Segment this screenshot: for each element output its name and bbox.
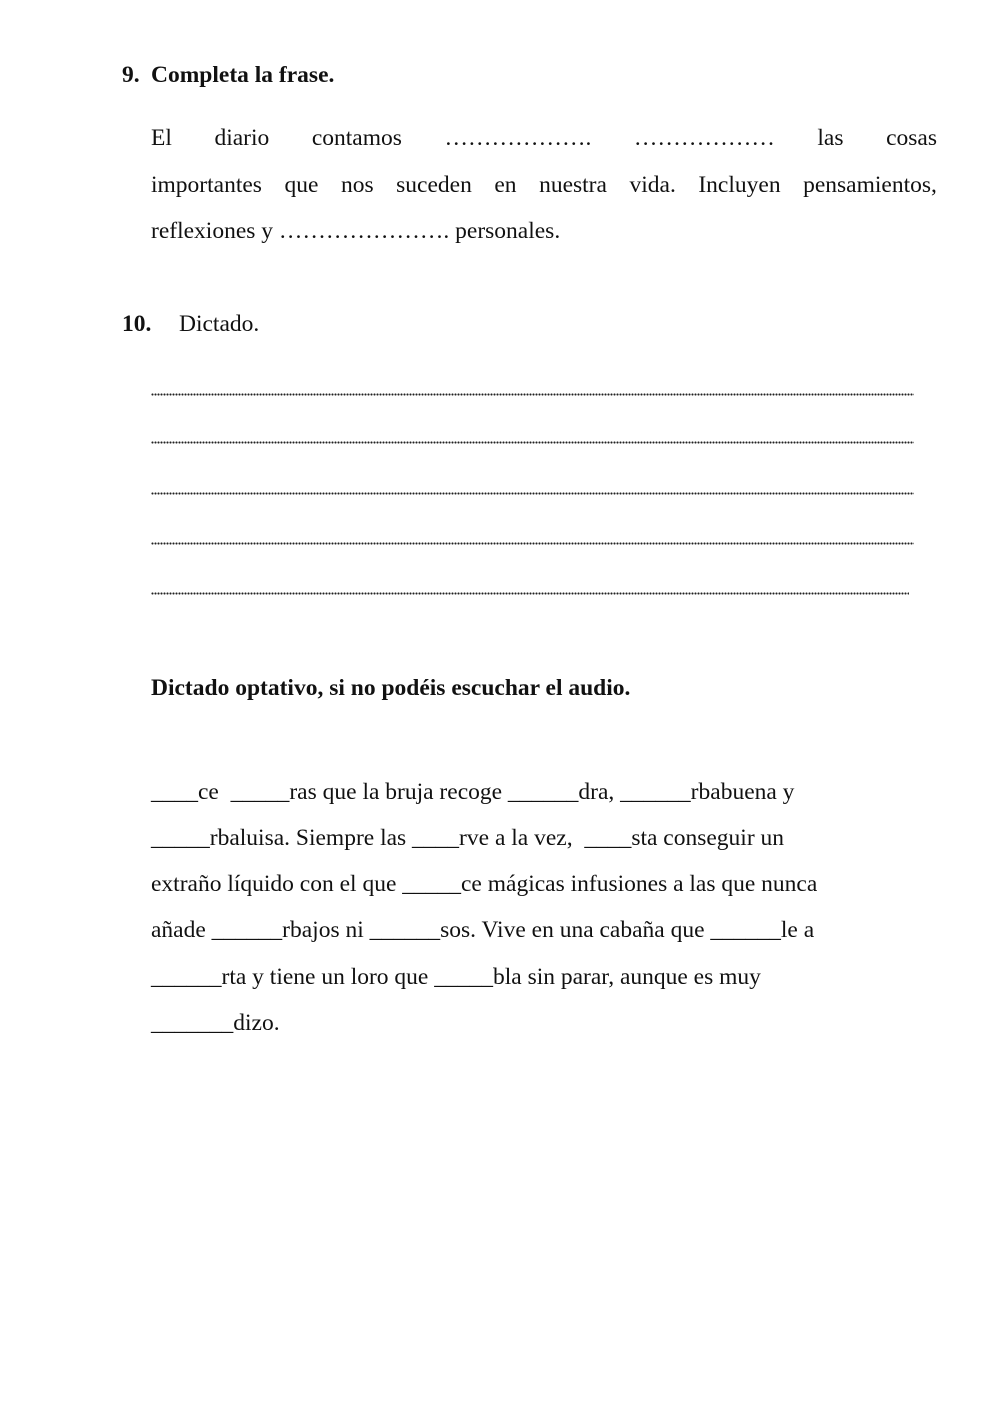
question-9-heading [122, 62, 334, 89]
word: las [817, 125, 844, 151]
question-9-line-1 [151, 125, 937, 152]
word: El [151, 125, 172, 151]
optional-dictation-title: Dictado optativo, si no podéis escuchar el audio. [151, 675, 631, 701]
question-9-number: 9. [122, 62, 140, 88]
dictation-line-1: ____ce _____ras que la bruja recoge ______dra, ______rbabuena y [151, 779, 795, 805]
word: contamos [311, 125, 402, 151]
word: en [494, 172, 517, 198]
word: nuestra [539, 172, 607, 198]
word: diario [214, 125, 270, 151]
blank-dots-1[interactable]: ………………. [444, 125, 592, 151]
question-10-heading [122, 311, 259, 338]
question-9-title: Completa la frase. [151, 62, 335, 88]
blank-dots-2[interactable]: ……………… [633, 125, 775, 151]
answer-dotted-line-1[interactable] [151, 393, 914, 396]
question-9-line-2 [151, 172, 937, 199]
dictation-line-3: extraño líquido con el que _____ce mágicas infusiones a las que nunca [151, 871, 818, 897]
word: pensamientos, [803, 172, 937, 198]
word: suceden [396, 172, 472, 198]
word: importantes [151, 172, 262, 198]
answer-dotted-line-2[interactable] [151, 441, 914, 444]
question-10-title: Dictado. [179, 311, 260, 337]
question-9-line-3: reflexiones y …………………. personales. [151, 218, 561, 244]
answer-dotted-line-5[interactable] [151, 592, 909, 595]
word: que [284, 172, 319, 198]
dictation-line-2: _____rbaluisa. Siempre las ____rve a la vez, ____sta conseguir un [151, 825, 785, 851]
dictation-line-6: _______dizo. [151, 1010, 280, 1036]
dictation-line-4: añade ______rbajos ni ______sos. Vive en una cabaña que ______le a [151, 917, 815, 943]
word: vida. [629, 172, 676, 198]
question-10-number: 10. [122, 311, 152, 337]
answer-dotted-line-3[interactable] [151, 492, 914, 495]
answer-dotted-line-4[interactable] [151, 542, 914, 545]
word: cosas [886, 125, 937, 151]
word: nos [340, 172, 374, 198]
word: Incluyen [698, 172, 781, 198]
dictation-line-5: ______rta y tiene un loro que _____bla sin parar, aunque es muy [151, 964, 761, 990]
